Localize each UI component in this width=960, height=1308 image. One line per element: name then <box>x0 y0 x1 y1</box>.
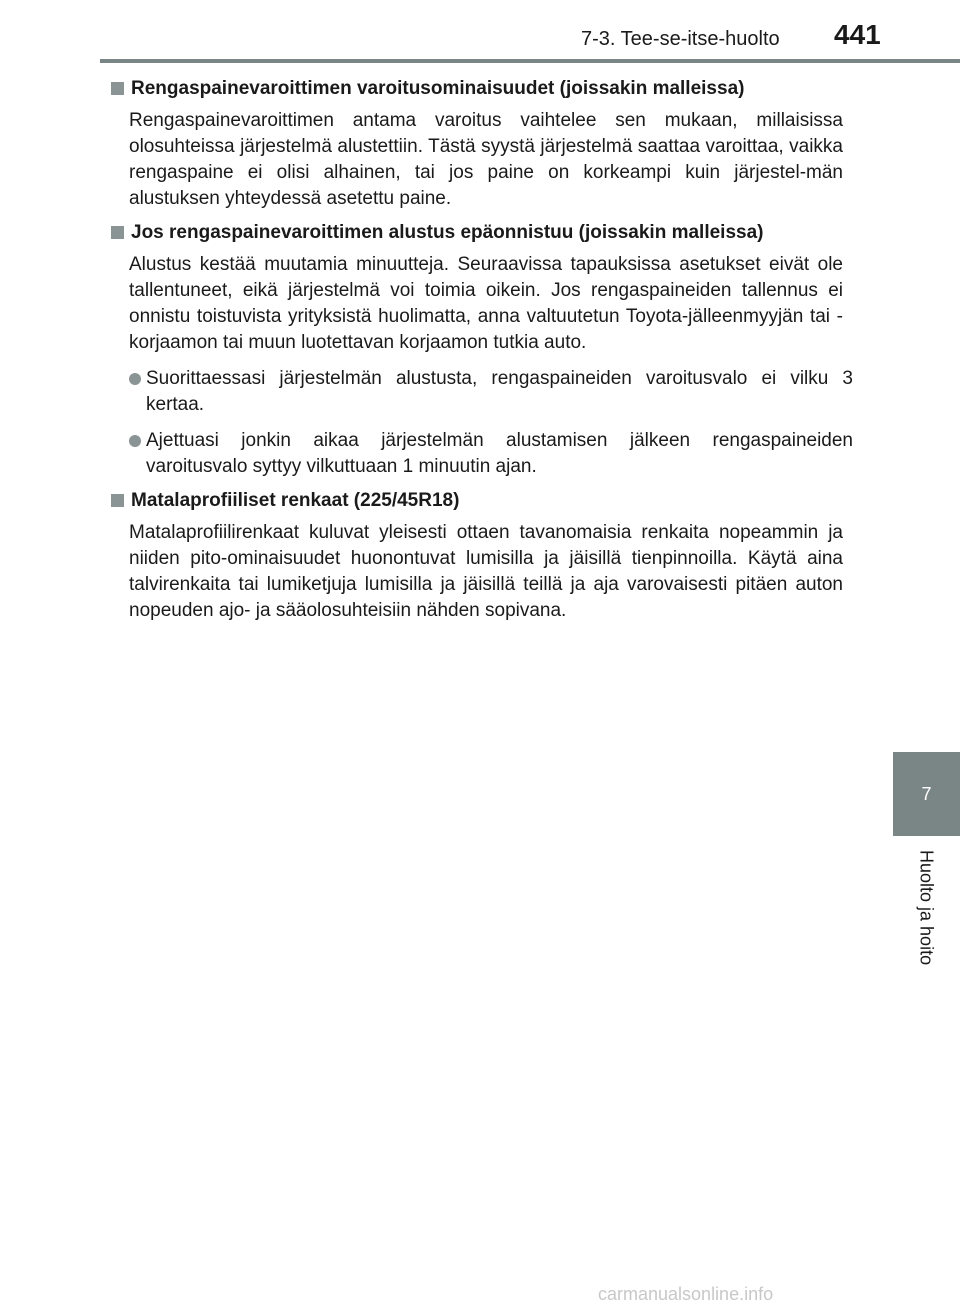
chapter-title-vertical <box>895 843 957 973</box>
page-content <box>108 68 853 624</box>
section-heading-text: Rengaspainevaroittimen varoitusominaisuudet (joissakin malleissa) <box>131 78 745 99</box>
section-heading <box>108 76 853 102</box>
chapter-title: Huolto ja hoito <box>916 850 937 966</box>
watermark: carmanualsonline.info <box>598 1284 774 1304</box>
section-low-profile-tires <box>108 488 853 624</box>
square-bullet-icon <box>111 494 124 507</box>
section-warning-characteristics <box>108 76 853 212</box>
section-paragraph: Alustus kestää muutamia minuutteja. Seuraavissa tapauksissa asetukset eivät ole tallentuneet, eikä järjestelmä voi toimia oikein. Jos rengaspaineiden tallennus ei onnistu toistuvista yrityksistä huolimatta, anna valtuutetun Toyota-jälleenmyyjän tai -korjaamon tai muun luotettavan korjaamon tutkia auto. <box>129 254 843 353</box>
circle-bullet-icon <box>129 435 141 447</box>
section-paragraph: Matalaprofiilirenkaat kuluvat yleisesti ottaen tavanomaisia renkaita nopeammin ja niiden pito-ominaisuudet huonontuvat lumisilla ja jäisillä tienpinnoilla. Käytä aina talvirenkaita tai lumiketjuja lumisilla ja jäisillä teillä ja aja varovaisesti pitäen auton nopeuden ajo- ja sääolosuhteisiin nähden sopivana. <box>129 522 843 621</box>
section-heading <box>108 488 853 514</box>
list-item-text: Ajettuasi jonkin aikaa järjestelmän alustamisen jälkeen rengaspaineiden varoitusvalo syttyy vilkuttuaan 1 minuutin ajan. <box>146 430 853 477</box>
page-number: 441 <box>834 19 881 50</box>
list-item <box>129 366 853 418</box>
circle-bullet-icon <box>129 373 141 385</box>
section-heading-text: Matalaprofiiliset renkaat (225/45R18) <box>131 490 460 511</box>
list-item-text: Suorittaessasi järjestelmän alustusta, rengaspaineiden varoitusvalo ei vilku 3 kertaa. <box>146 368 853 415</box>
running-header-section: 7-3. Tee-se-itse-huolto <box>581 28 780 50</box>
header-divider <box>100 59 960 63</box>
list-item <box>129 428 853 480</box>
section-initialization-failure <box>108 220 853 480</box>
section-paragraph: Rengaspainevaroittimen antama varoitus vaihtelee sen mukaan, millaisissa olosuhteissa järjestelmä alustettiin. Tästä syystä järjestelmä saattaa varoittaa, vaikka rengaspaine ei olisi alhainen, tai jos paine on korkeampi kuin järjestel-män alustuksen yhteydessä asetettu paine. <box>129 110 843 209</box>
chapter-tab <box>893 752 960 836</box>
square-bullet-icon <box>111 226 124 239</box>
square-bullet-icon <box>111 82 124 95</box>
section-heading-text: Jos rengaspainevaroittimen alustus epäonnistuu (joissakin malleissa) <box>131 222 764 243</box>
chapter-number: 7 <box>921 783 932 804</box>
section-heading <box>108 220 853 246</box>
